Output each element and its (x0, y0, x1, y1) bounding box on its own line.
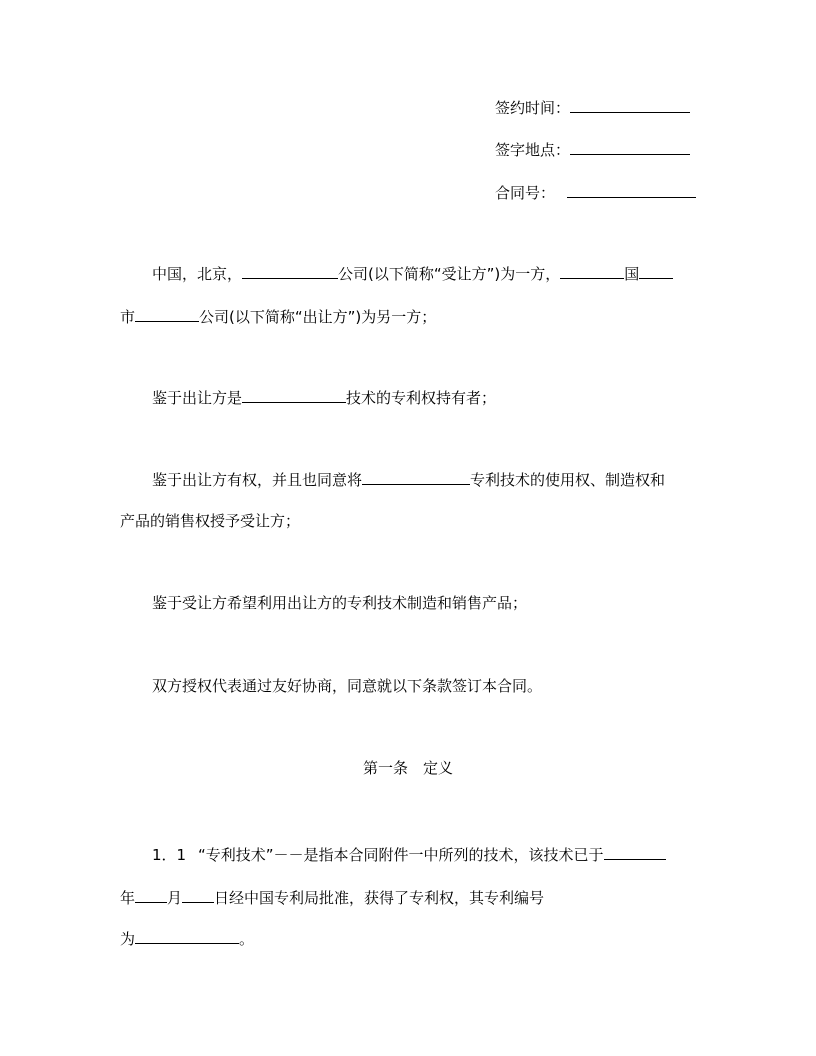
contract-no-label: 合同号： (495, 184, 556, 202)
assignor-city-blank[interactable] (639, 262, 673, 279)
clause-1-1-year: 年 (120, 889, 136, 907)
intro-paragraph-5 (152, 676, 542, 696)
approval-date-blank[interactable] (604, 843, 666, 860)
intro-p2-text-b: 技术的专利权持有者； (346, 389, 497, 407)
patent-technology-blank[interactable] (362, 468, 470, 485)
clause-1-1-line-2 (120, 886, 544, 906)
intro-p1-text-d: 市 (120, 308, 136, 326)
sign-place-blank[interactable] (570, 138, 690, 155)
clause-1-1-month: 月 (167, 889, 183, 907)
sign-time-label: 签约时间： (495, 99, 571, 117)
article-1-heading: 第一条 定义 (362, 759, 453, 777)
day-blank[interactable] (182, 886, 214, 903)
technology-name-blank[interactable] (242, 386, 346, 403)
clause-1-1-wei: 为 (120, 930, 136, 948)
intro-paragraph-1-line-1 (152, 262, 673, 282)
intro-paragraph-1-line-2 (120, 305, 436, 325)
intro-p3-text-c: 产品的销售权授予受让方； (120, 512, 301, 530)
intro-p1-text-a: 中国，北京， (152, 265, 243, 283)
sign-place-label: 签字地点： (495, 141, 571, 159)
sign-time-row (495, 96, 690, 116)
intro-paragraph-3-line-2 (120, 511, 300, 531)
sign-place-row (495, 138, 690, 158)
intro-p2-text-a: 鉴于出让方是 (152, 389, 243, 407)
intro-paragraph-4 (152, 593, 527, 613)
intro-p3-text-b: 专利技术的使用权、制造权和 (470, 471, 666, 489)
intro-p4-text: 鉴于受让方希望利用出让方的专利技术制造和销售产品； (152, 594, 528, 612)
patent-number-blank[interactable] (135, 927, 239, 944)
intro-p1-text-b: 公司(以下简称“受让方”)为一方， (338, 265, 561, 283)
clause-1-1-text-a: “专利技术”－－是指本合同附件一中所列的技术，该技术已于 (198, 846, 604, 864)
month-blank[interactable] (135, 886, 167, 903)
intro-paragraph-2 (152, 386, 496, 406)
intro-p5-text: 双方授权代表通过友好协商，同意就以下条款签订本合同。 (152, 677, 543, 695)
assignee-city-blank[interactable] (242, 262, 338, 279)
contract-no-blank[interactable] (567, 181, 696, 198)
clause-1-1-day: 日经中国专利局批准，获得了专利权，其专利编号 (214, 889, 545, 907)
clause-1-1-end: 。 (239, 930, 255, 948)
clause-1-1-number: 1．1 (152, 846, 187, 864)
article-1-heading-row (0, 758, 816, 778)
assignor-country-blank[interactable] (560, 262, 624, 279)
assignor-company-blank[interactable] (135, 305, 199, 322)
clause-1-1-line-1 (152, 843, 666, 863)
intro-p1-text-e: 公司(以下简称“出让方”)为另一方； (199, 308, 437, 326)
intro-p3-text-a: 鉴于出让方有权，并且也同意将 (152, 471, 363, 489)
clause-1-1-line-3 (120, 927, 254, 947)
sign-time-blank[interactable] (570, 96, 690, 113)
intro-p1-text-c: 国 (624, 265, 640, 283)
contract-no-row (495, 181, 696, 201)
intro-paragraph-3-line-1 (152, 468, 665, 488)
